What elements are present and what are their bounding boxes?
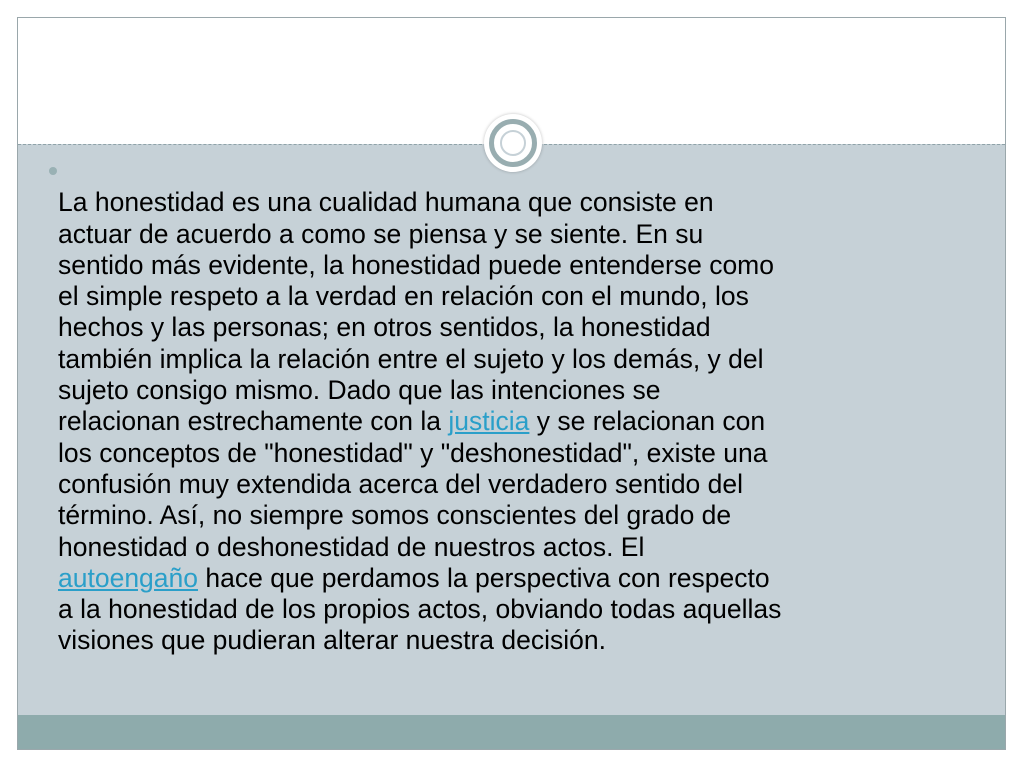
footer-band bbox=[18, 715, 1005, 749]
body-text-1: La honestidad es una cualidad humana que consiste en actuar de acuerdo a como se piensa y se siente. En su sentido más evidente, la honestidad puede entenderse como el simple respeto a la verdad en relación con el mundo, los hechos y las personas; en otros sentidos, la honestidad también implica la relación entre el sujeto y los demás, y del sujeto consigo mismo. Dado que las intenciones se relacionan estrechamente con la bbox=[58, 187, 774, 437]
link-autoengano[interactable]: autoengaño bbox=[58, 562, 199, 593]
dashed-divider-right bbox=[544, 144, 1005, 145]
round-bullet-icon bbox=[49, 167, 57, 175]
ring-ornament-core bbox=[500, 130, 526, 156]
dashed-divider-left bbox=[18, 144, 482, 145]
body-paragraph bbox=[58, 156, 958, 657]
bullet-content bbox=[58, 156, 958, 657]
body-text-2: y se relacionan con los conceptos de "honestidad" y "deshonestidad", existe una confusión muy extendida acerca del verdadero sentido del término. Así, no siempre somos conscientes del grado de honestidad o deshonestidad de nuestros actos. El bbox=[58, 406, 768, 562]
link-justicia[interactable]: justicia bbox=[448, 406, 530, 437]
body-text-3: hace que perdamos la perspectiva con respecto a la honestidad de los propios actos, obviando todas aquellas visiones que pudieran alterar nuestra decisión. bbox=[58, 562, 782, 656]
